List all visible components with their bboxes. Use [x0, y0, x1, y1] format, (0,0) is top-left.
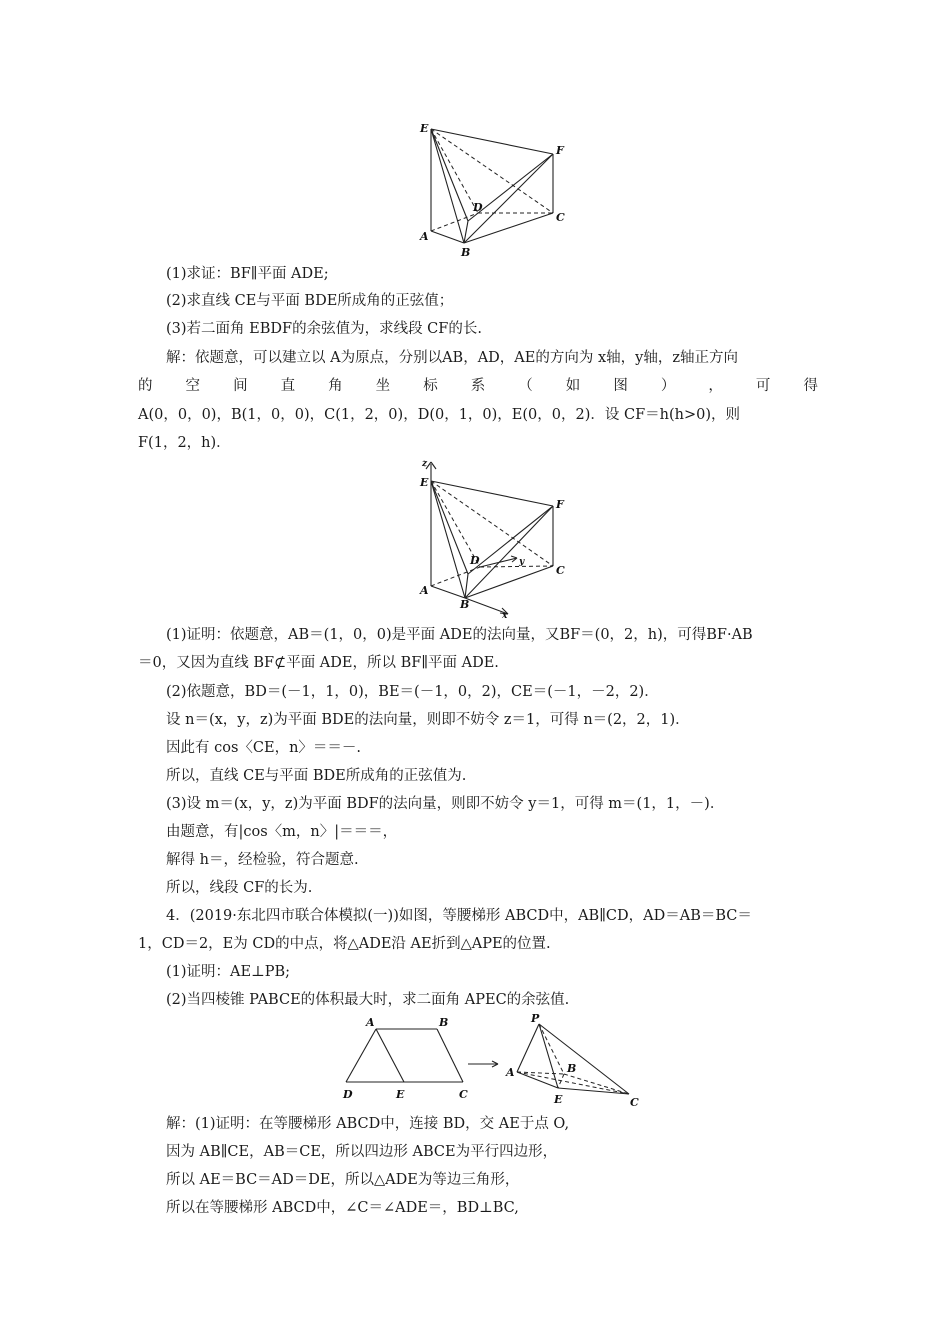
s3-line-5: 因此有 cos〈CE，n〉＝＝－. [166, 740, 362, 756]
fig2-label-b: B [460, 598, 470, 611]
p3-question-1: (1)求证：BF∥平面 ADE; [166, 266, 329, 282]
fig2-label-f: F [556, 498, 564, 511]
s3-line-9: 解得 h＝，经检验，符合题意. [166, 852, 359, 868]
s3-line-6: 所以，直线 CE与平面 BDE所成角的正弦值为. [166, 768, 467, 784]
word: 间 [233, 378, 248, 394]
fig3-right-label-p: P [531, 1012, 540, 1025]
fig2-label-y: y [519, 557, 525, 567]
p4-question-2: (2)当四棱锥 PABCE的体积最大时，求二面角 APEC的余弦值. [166, 992, 570, 1008]
fig2-label-z: z [422, 459, 428, 469]
figure-coordinate-solid-svg [410, 456, 575, 618]
fig1-label-a: A [420, 230, 429, 243]
s3-line-3: (2)依题意，BD＝(－1，1，0)，BE＝(－1，0，2)，CE＝(－1，－2，2)． [166, 684, 659, 700]
fig3-right-label-b: B [567, 1062, 577, 1075]
word: 坐 [375, 378, 391, 394]
p3-solution-line-4: F(1，2，h)． [138, 435, 231, 451]
figure-solid-1-svg [410, 118, 570, 258]
s3-line-4: 设 n＝(x，y，z)为平面 BDE的法向量，则即不妨令 z＝1，可得 n＝(2，2，1)． [166, 712, 690, 728]
s4-line-4: 所以在等腰梯形 ABCD中，∠C＝∠ADE＝，BD⊥BC, [166, 1200, 519, 1216]
p3-question-2: (2)求直线 CE与平面 BDE所成角的正弦值； [166, 293, 454, 309]
word: （ [518, 378, 533, 394]
s4-line-3: 所以 AE＝BC＝AD＝DE，所以△ADE为等边三角形， [166, 1172, 520, 1188]
figure-solid-1 [410, 118, 570, 258]
fig3-left-label-d: D [343, 1088, 353, 1101]
fig3-left-label-b: B [439, 1016, 449, 1029]
s3-line-8: 由题意，有|cos〈m，n〉|＝＝＝， [166, 824, 398, 840]
p4-line-2: 1，CD＝2，E为 CD的中点，将△ADE沿 AE折到△APE的位置. [138, 936, 551, 952]
word: ） [660, 378, 676, 394]
figure-trapezoid-fold-svg [338, 1010, 648, 1108]
fig2-label-d: D [470, 554, 480, 567]
fig2-label-c: C [556, 564, 565, 577]
word: 图 [613, 378, 628, 394]
word: 的 [138, 378, 153, 394]
p3-solution-line-1: 解：依题意，可以建立以 A为原点，分别以AB，AD，AE的方向为 x轴，y轴，z轴正方向 [166, 350, 738, 366]
fig3-right-label-e: E [554, 1093, 563, 1106]
fig1-label-d: D [473, 201, 483, 214]
word: 得 [803, 378, 818, 394]
fig3-left-label-a: A [366, 1016, 375, 1029]
word: 直 [280, 378, 296, 394]
fig1-label-b: B [461, 246, 471, 258]
word: 如 [565, 378, 581, 394]
fig2-label-e: E [420, 476, 429, 489]
word: 可 [755, 378, 771, 394]
fig3-left-label-c: C [459, 1088, 468, 1101]
s3-line-1: (1)证明：依题意，AB＝(1，0，0)是平面 ADE的法向量，又BF＝(0，2，h)，可得BF·AB [166, 627, 753, 643]
fig3-right-label-a: A [506, 1066, 515, 1079]
fig2-label-a: A [420, 584, 429, 597]
word: ， [708, 378, 723, 394]
s4-line-1: 解：(1)证明：在等腰梯形 ABCD中，连接 BD，交 AE于点 O, [166, 1116, 570, 1132]
s3-line-2: ＝0，又因为直线 BF⊄平面 ADE，所以 BF∥平面 ADE. [138, 655, 499, 671]
s4-line-2: 因为 AB∥CE，AB＝CE，所以四边形 ABCE为平行四边形， [166, 1144, 558, 1160]
word: 标 [423, 378, 438, 394]
p3-solution-line-2 [138, 376, 818, 396]
p4-question-1: (1)证明：AE⊥PB; [166, 964, 291, 980]
fig2-label-x: x [502, 611, 508, 618]
fig1-label-c: C [556, 211, 565, 224]
fig1-label-f: F [556, 144, 564, 157]
word: 系 [470, 378, 486, 394]
figure-trapezoid-fold [338, 1010, 648, 1108]
word: 角 [328, 378, 343, 394]
p4-line-1: 4．(2019·东北四市联合体模拟(一))如图，等腰梯形 ABCD中，AB∥CD，AD＝AB＝BC＝ [166, 908, 752, 924]
fig3-right-label-c: C [630, 1096, 639, 1108]
p3-solution-line-3: A(0，0，0)，B(1，0，0)，C(1，2，0)，D(0，1，0)，E(0，0，2)．设 CF＝h(h>0)，则 [138, 407, 741, 423]
p3-question-3: (3)若二面角 EBDF的余弦值为，求线段 CF的长. [166, 321, 482, 337]
figure-coordinate-solid [410, 456, 575, 618]
fig3-left-label-e: E [396, 1088, 405, 1101]
word: 空 [185, 378, 201, 394]
s3-line-10: 所以，线段 CF的长为. [166, 880, 313, 896]
fig1-label-e: E [420, 122, 429, 135]
s3-line-7: (3)设 m＝(x，y，z)为平面 BDF的法向量，则即不妨令 y＝1，可得 m＝(1，1，－)． [166, 796, 725, 812]
